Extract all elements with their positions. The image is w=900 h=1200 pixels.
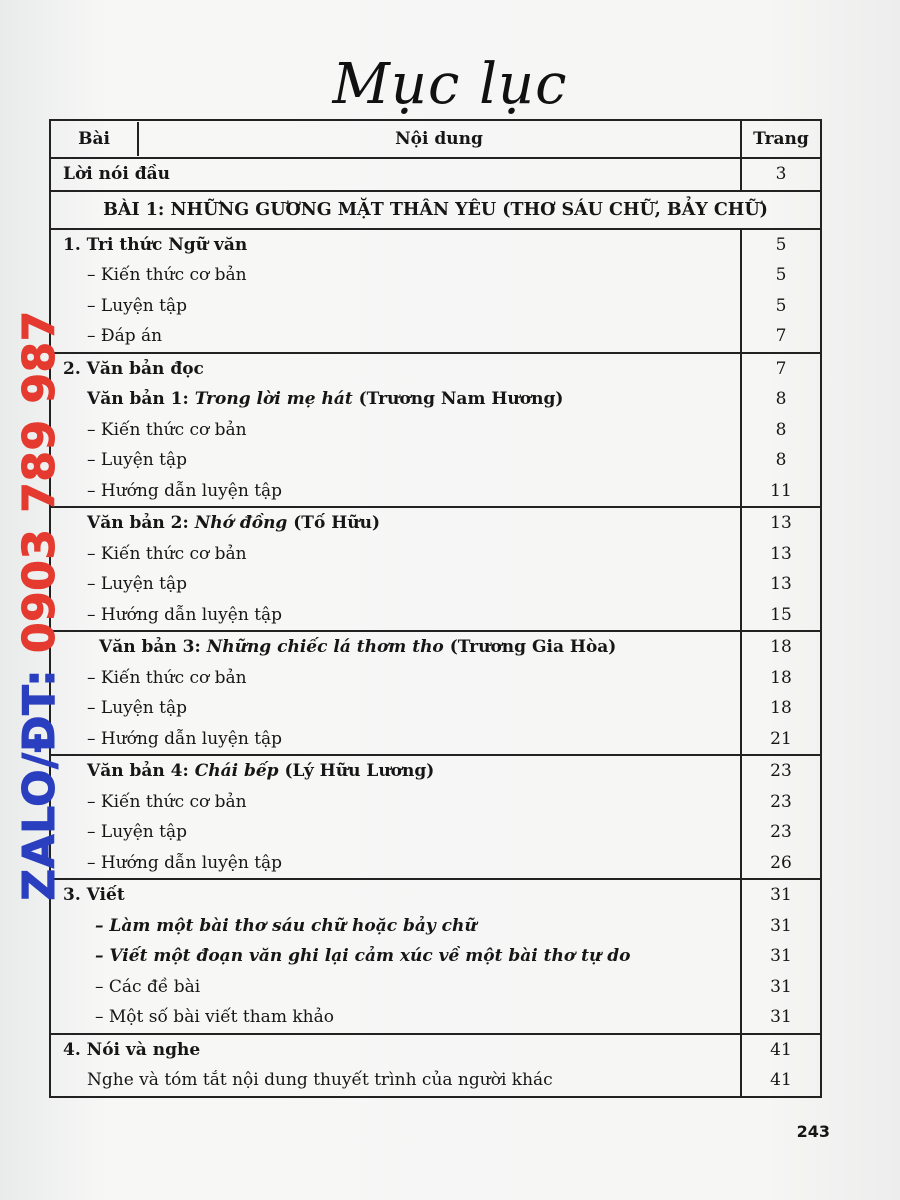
toc-row: [50, 1065, 821, 1097]
toc-row: [50, 879, 821, 911]
toc-entry-text: – Kiến thức cơ bản: [50, 787, 741, 818]
toc-entry-text: – Luyện tập: [50, 569, 741, 600]
phone-number: 0903 789 987: [13, 310, 65, 653]
toc-entry-page: 41: [741, 1034, 821, 1066]
header-trang: Trang: [741, 120, 821, 158]
toc-row: [50, 848, 821, 880]
toc-row: [50, 724, 821, 756]
toc-entry-page: 8: [741, 445, 821, 476]
toc-entry-text: – Kiến thức cơ bản: [50, 663, 741, 694]
toc-row: [50, 663, 821, 694]
toc-entry-text: – Hướng dẫn luyện tập: [50, 848, 741, 880]
toc-row: [50, 1034, 821, 1066]
toc-entry-text: – Viết một đoạn văn ghi lại cảm xúc về một bài thơ tự do: [50, 941, 741, 972]
toc-entry-page: 3: [741, 158, 821, 191]
toc-row: [50, 260, 821, 291]
lesson-title: BÀI 1: NHỮNG GƯƠNG MẶT THÂN YÊU (THƠ SÁU CHỮ, BẢY CHỮ): [50, 191, 821, 229]
toc-entry-page: 15: [741, 600, 821, 632]
toc-row: [50, 817, 821, 848]
toc-entry-text: – Các đề bài: [50, 972, 741, 1003]
toc-row: [50, 787, 821, 818]
toc-entry-page: 13: [741, 507, 821, 539]
toc-entry-page: 41: [741, 1065, 821, 1097]
toc-entry-page: 23: [741, 787, 821, 818]
toc-entry-text: – Một số bài viết tham khảo: [50, 1002, 741, 1034]
toc-entry-text: – Hướng dẫn luyện tập: [50, 600, 741, 632]
toc-row: [50, 158, 821, 191]
toc-entry-text: – Kiến thức cơ bản: [50, 415, 741, 446]
toc-entry-page: 5: [741, 291, 821, 322]
toc-entry-page: 26: [741, 848, 821, 880]
toc-row: [50, 229, 821, 261]
toc-row: [50, 321, 821, 353]
toc-entry-page: 13: [741, 539, 821, 570]
toc-entry-page: 31: [741, 879, 821, 911]
toc-entry-text: – Luyện tập: [50, 291, 741, 322]
toc-row: [50, 693, 821, 724]
toc-entry-page: 18: [741, 663, 821, 694]
toc-entry-page: 31: [741, 1002, 821, 1034]
toc-entry-text: Văn bản 4: Chái bếp (Lý Hữu Lương): [50, 755, 741, 787]
toc-entry-text: 2. Văn bản đọc: [50, 353, 741, 385]
header-noi-dung: Nội dung: [395, 128, 483, 149]
work-title: Chái bếp: [194, 761, 279, 782]
page-number: 243: [796, 1122, 830, 1141]
toc-row: [50, 600, 821, 632]
toc-row: [50, 445, 821, 476]
table-header: [50, 120, 821, 158]
toc-entry-page: 8: [741, 384, 821, 415]
toc-entry-page: 31: [741, 941, 821, 972]
toc-entry-page: 7: [741, 321, 821, 353]
toc-entry-text: 4. Nói và nghe: [50, 1034, 741, 1066]
toc-entry-page: 7: [741, 353, 821, 385]
toc-entry-text: Lời nói đầu: [50, 158, 741, 191]
toc-entry-text: – Hướng dẫn luyện tập: [50, 724, 741, 756]
toc-entry-page: 23: [741, 755, 821, 787]
toc-entry-text: – Kiến thức cơ bản: [50, 539, 741, 570]
toc-entry-text: – Hướng dẫn luyện tập: [50, 476, 741, 508]
toc-entry-page: 5: [741, 260, 821, 291]
toc-entry-text: 1. Tri thức Ngữ văn: [50, 229, 741, 261]
toc-row: [50, 1002, 821, 1034]
toc-row: [50, 972, 821, 1003]
toc-entry-text: – Luyện tập: [50, 445, 741, 476]
toc-row: [50, 539, 821, 570]
toc-entry-page: 18: [741, 631, 821, 663]
work-title: Trong lời mẹ hát: [194, 389, 353, 410]
toc-entry-page: 13: [741, 569, 821, 600]
toc-row: [50, 911, 821, 942]
work-title: Những chiếc lá thơm tho: [206, 637, 444, 658]
toc-entry-text: – Luyện tập: [50, 693, 741, 724]
page-title: Mục lục: [332, 52, 568, 117]
toc-entry-text: – Làm một bài thơ sáu chữ hoặc bảy chữ: [50, 911, 741, 942]
header-bai: Bài: [51, 122, 139, 156]
toc-row: [50, 353, 821, 385]
toc-entry-text: – Kiến thức cơ bản: [50, 260, 741, 291]
toc-row: [50, 755, 821, 787]
toc-entry-page: 21: [741, 724, 821, 756]
toc-entry-page: 31: [741, 911, 821, 942]
toc-row: [50, 941, 821, 972]
toc-entry-page: 23: [741, 817, 821, 848]
toc-row: [50, 291, 821, 322]
toc-entry-text: 3. Viết: [50, 879, 741, 911]
toc-row: [50, 631, 821, 663]
lesson-banner: [50, 191, 821, 229]
toc-row: [50, 384, 821, 415]
toc-entry-page: 31: [741, 972, 821, 1003]
toc-row: [50, 569, 821, 600]
toc-entry-text: Văn bản 2: Nhớ đồng (Tố Hữu): [50, 507, 741, 539]
toc-entry-page: 8: [741, 415, 821, 446]
zalo-label: ZALO/ĐT:: [13, 653, 65, 901]
toc-entry-page: 11: [741, 476, 821, 508]
toc-entry-text: Văn bản 3: Những chiếc lá thơm tho (Trương Gia Hòa): [50, 631, 741, 663]
toc-row: [50, 507, 821, 539]
toc-row: [50, 415, 821, 446]
toc-row: [50, 476, 821, 508]
toc-entry-text: Nghe và tóm tắt nội dung thuyết trình của người khác: [50, 1065, 741, 1097]
toc-entry-page: 5: [741, 229, 821, 261]
toc-entry-text: Văn bản 1: Trong lời mẹ hát (Trương Nam Hương): [50, 384, 741, 415]
phone-watermark: [13, 310, 65, 901]
toc-entry-text: – Luyện tập: [50, 817, 741, 848]
toc-entry-text: – Đáp án: [50, 321, 741, 353]
toc-entry-page: 18: [741, 693, 821, 724]
work-title: Nhớ đồng: [194, 513, 288, 534]
table-of-contents: [49, 119, 822, 1098]
